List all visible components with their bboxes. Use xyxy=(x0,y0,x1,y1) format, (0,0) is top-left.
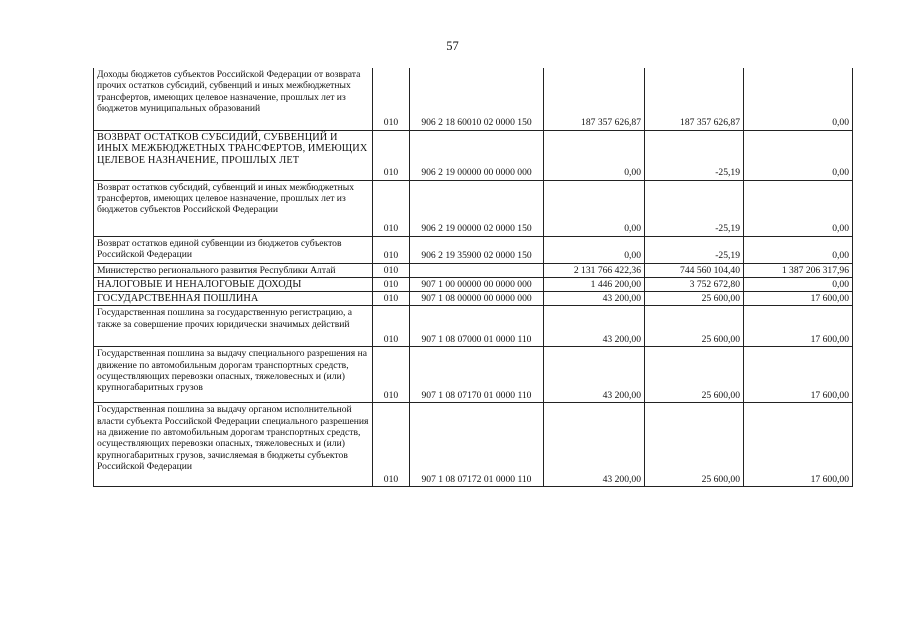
row-code-cell: 010 xyxy=(373,68,410,130)
row-code-cell: 010 xyxy=(373,130,410,180)
row-kbk-cell: 906 2 18 60010 02 0000 150 xyxy=(410,68,544,130)
row-name-cell: Государственная пошлина за государственную регистрацию, а также за совершение прочих юридически значимых действий xyxy=(94,306,373,347)
row-code-cell: 010 xyxy=(373,236,410,263)
row-kbk-cell: 907 1 00 00000 00 0000 000 xyxy=(410,277,544,291)
table-row xyxy=(94,347,853,403)
row-value-1-cell: 43 200,00 xyxy=(544,403,645,487)
row-value-1-cell: 1 446 200,00 xyxy=(544,277,645,291)
row-name-cell: Возврат остатков субсидий, субвенций и иных межбюджетных трансфертов, имеющих целевое назначение, прошлых лет из бюджетов субъектов Российской Федерации xyxy=(94,180,373,236)
row-value-2-cell: 25 600,00 xyxy=(645,292,744,306)
row-kbk-cell: 907 1 08 07170 01 0000 110 xyxy=(410,347,544,403)
row-name-cell: ГОСУДАРСТВЕННАЯ ПОШЛИНА xyxy=(94,292,373,306)
row-name-cell: Министерство регионального развития Республики Алтай xyxy=(94,263,373,277)
row-value-3-cell: 0,00 xyxy=(744,68,853,130)
row-code-cell: 010 xyxy=(373,403,410,487)
row-value-1-cell: 0,00 xyxy=(544,130,645,180)
row-code-cell: 010 xyxy=(373,306,410,347)
row-value-3-cell: 0,00 xyxy=(744,277,853,291)
row-kbk-cell: 906 2 19 00000 02 0000 150 xyxy=(410,180,544,236)
row-value-1-cell: 43 200,00 xyxy=(544,292,645,306)
row-value-1-cell: 2 131 766 422,36 xyxy=(544,263,645,277)
row-value-1-cell: 187 357 626,87 xyxy=(544,68,645,130)
row-code-cell: 010 xyxy=(373,292,410,306)
row-name-cell: Возврат остатков единой субвенции из бюджетов субъектов Российской Федерации xyxy=(94,236,373,263)
row-value-3-cell: 17 600,00 xyxy=(744,403,853,487)
row-name-cell: Государственная пошлина за выдачу органом исполнительной власти субъекта Российской Федерации специального разрешения на движение по автомобильным дорогам транспортных средств, осуществляющих перевозки опасных, тяжеловесных и (или) крупногабаритных грузов, зачисляемая в бюджеты субъектов Российской Федерации xyxy=(94,403,373,487)
table-row xyxy=(94,263,853,277)
table-row xyxy=(94,68,853,130)
row-value-3-cell: 0,00 xyxy=(744,236,853,263)
row-value-2-cell: 25 600,00 xyxy=(645,347,744,403)
row-value-1-cell: 43 200,00 xyxy=(544,306,645,347)
row-value-1-cell: 0,00 xyxy=(544,180,645,236)
row-name-cell: ВОЗВРАТ ОСТАТКОВ СУБСИДИЙ, СУБВЕНЦИЙ И ИНЫХ МЕЖБЮДЖЕТНЫХ ТРАНСФЕРТОВ, ИМЕЮЩИХ ЦЕЛЕВОЕ НАЗНАЧЕНИЕ, ПРОШЛЫХ ЛЕТ xyxy=(94,130,373,180)
row-value-2-cell: -25,19 xyxy=(645,236,744,263)
row-value-2-cell: 25 600,00 xyxy=(645,306,744,347)
row-name-cell: Государственная пошлина за выдачу специального разрешения на движение по автомобильным дорогам транспортных средств, осуществляющих перевозки опасных, тяжеловесных и (или) крупногабаритных грузов xyxy=(94,347,373,403)
table-row xyxy=(94,180,853,236)
budget-income-table xyxy=(93,68,853,487)
row-value-2-cell: -25,19 xyxy=(645,180,744,236)
row-name-cell: Доходы бюджетов субъектов Российской Федерации от возврата прочих остатков субсидий, субвенций и иных межбюджетных трансфертов, имеющих целевое назначение, прошлых лет из бюджетов муниципальных образований xyxy=(94,68,373,130)
row-value-2-cell: 744 560 104,40 xyxy=(645,263,744,277)
row-value-2-cell: -25,19 xyxy=(645,130,744,180)
table-row xyxy=(94,306,853,347)
row-value-3-cell: 1 387 206 317,96 xyxy=(744,263,853,277)
row-code-cell: 010 xyxy=(373,180,410,236)
row-value-3-cell: 0,00 xyxy=(744,130,853,180)
row-value-2-cell: 3 752 672,80 xyxy=(645,277,744,291)
row-kbk-cell: 907 1 08 00000 00 0000 000 xyxy=(410,292,544,306)
table-row xyxy=(94,277,853,291)
row-code-cell: 010 xyxy=(373,347,410,403)
row-value-1-cell: 43 200,00 xyxy=(544,347,645,403)
row-kbk-cell: 907 1 08 07000 01 0000 110 xyxy=(410,306,544,347)
row-kbk-cell: 906 2 19 35900 02 0000 150 xyxy=(410,236,544,263)
row-value-1-cell: 0,00 xyxy=(544,236,645,263)
row-code-cell: 010 xyxy=(373,277,410,291)
row-code-cell: 010 xyxy=(373,263,410,277)
row-value-3-cell: 17 600,00 xyxy=(744,292,853,306)
row-value-2-cell: 187 357 626,87 xyxy=(645,68,744,130)
table-row xyxy=(94,236,853,263)
table-row xyxy=(94,403,853,487)
row-kbk-cell xyxy=(410,263,544,277)
row-value-3-cell: 17 600,00 xyxy=(744,347,853,403)
row-kbk-cell: 906 2 19 00000 00 0000 000 xyxy=(410,130,544,180)
table-row xyxy=(94,292,853,306)
row-value-3-cell: 0,00 xyxy=(744,180,853,236)
row-kbk-cell: 907 1 08 07172 01 0000 110 xyxy=(410,403,544,487)
page-number: 57 xyxy=(446,39,459,53)
table-row xyxy=(94,130,853,180)
row-name-cell: НАЛОГОВЫЕ И НЕНАЛОГОВЫЕ ДОХОДЫ xyxy=(94,277,373,291)
row-value-3-cell: 17 600,00 xyxy=(744,306,853,347)
row-value-2-cell: 25 600,00 xyxy=(645,403,744,487)
